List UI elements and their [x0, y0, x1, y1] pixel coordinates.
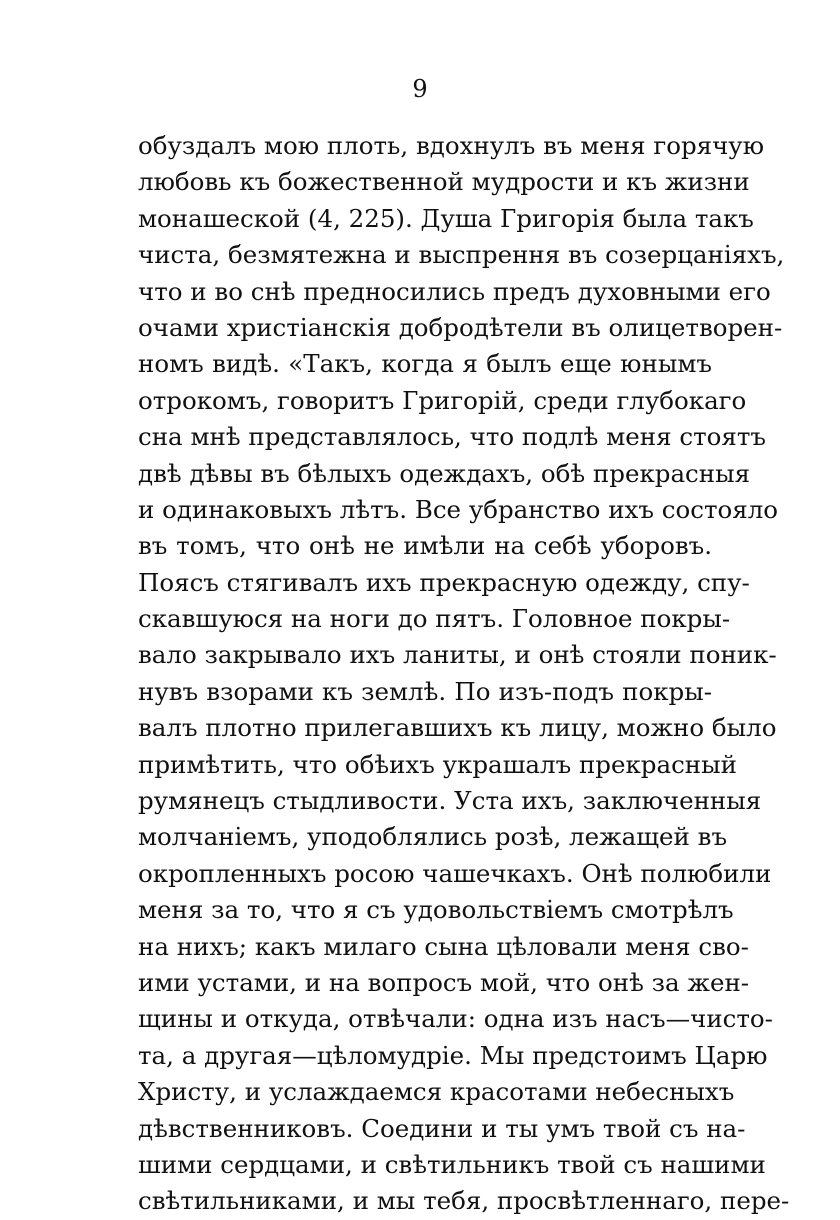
text-line: Поясъ стягивалъ ихъ прекрасную одежду, спу- — [138, 567, 750, 597]
page-number: 9 — [412, 75, 428, 103]
text-line: двѣ дѣвы въ бѣлыхъ одеждахъ, обѣ прекрасныя — [138, 458, 751, 488]
text-line: монашеской (4, 225). Душа Григорія была такъ — [138, 203, 754, 233]
text-line: румянецъ стыдливости. Уста ихъ, заключенныя — [138, 786, 762, 816]
text-line: что и во снѣ предносились предъ духовными его — [138, 276, 771, 306]
text-line: меня за то, что я съ удовольствіемъ смотрѣлъ — [138, 895, 734, 925]
text-line: отрокомъ, говоритъ Григорій, среди глубокаго — [138, 385, 747, 415]
text-line: обуздалъ мою плоть, вдохнулъ въ меня горячую — [138, 131, 765, 160]
text-line: скавшуюся на ноги до пятъ. Головное покры- — [138, 604, 731, 634]
text-line: Христу, и услаждаемся красотами небесныхъ — [138, 1077, 735, 1107]
text-line: окропленныхъ росою чашечкахъ. Онѣ полюбили — [138, 858, 772, 888]
text-line: та, а другая—цѣломудріе. Мы предстоимъ Царю — [138, 1040, 768, 1070]
text-line: и одинаковыхъ лѣтъ. Все убранство ихъ состояло — [138, 494, 779, 524]
text-line: ими устами, и на вопросъ мой, что онѣ за жен- — [138, 967, 750, 997]
body-text — [138, 128, 790, 1220]
text-line: номъ видѣ. «Такъ, когда я былъ еще юнымъ — [138, 349, 712, 379]
text-line: валъ плотно прилегавшихъ къ лицу, можно было — [138, 713, 777, 743]
text-line: любовь къ божественной мудрости и къ жизни — [138, 167, 750, 197]
text-line: на нихъ; какъ милаго сына цѣловали меня сво- — [138, 931, 749, 961]
text-line: дѣвственниковъ. Соедини и ты умъ твой съ на- — [138, 1113, 746, 1143]
text-line: нувъ взорами къ землѣ. По изъ-подъ покры- — [138, 676, 712, 706]
text-line: щины и откуда, отвѣчали: одна изъ насъ—чисто- — [138, 1004, 773, 1034]
text-line: чиста, безмятежна и выспрення въ созерцаніяхъ, — [138, 240, 785, 270]
text-line: очами христіанскія добродѣтели въ олицетворен- — [138, 312, 783, 342]
text-line: молчаніемъ, уподоблялись розѣ, лежащей въ — [138, 822, 728, 852]
text-line: примѣтить, что обѣихъ украшалъ прекрасный — [138, 749, 737, 779]
text-line: вало закрывало ихъ ланиты, и онѣ стояли поник- — [138, 640, 777, 670]
text-line: шими сердцами, и свѣтильникъ твой съ нашими — [138, 1149, 766, 1179]
text-line: сна мнѣ представлялось, что подлѣ меня стоятъ — [138, 422, 766, 452]
text-line: свѣтильниками, и мы тебя, просвѣтленнаго, пере- — [138, 1186, 790, 1216]
text-line: въ томъ, что онѣ не имѣли на себѣ уборовъ. — [138, 531, 712, 561]
